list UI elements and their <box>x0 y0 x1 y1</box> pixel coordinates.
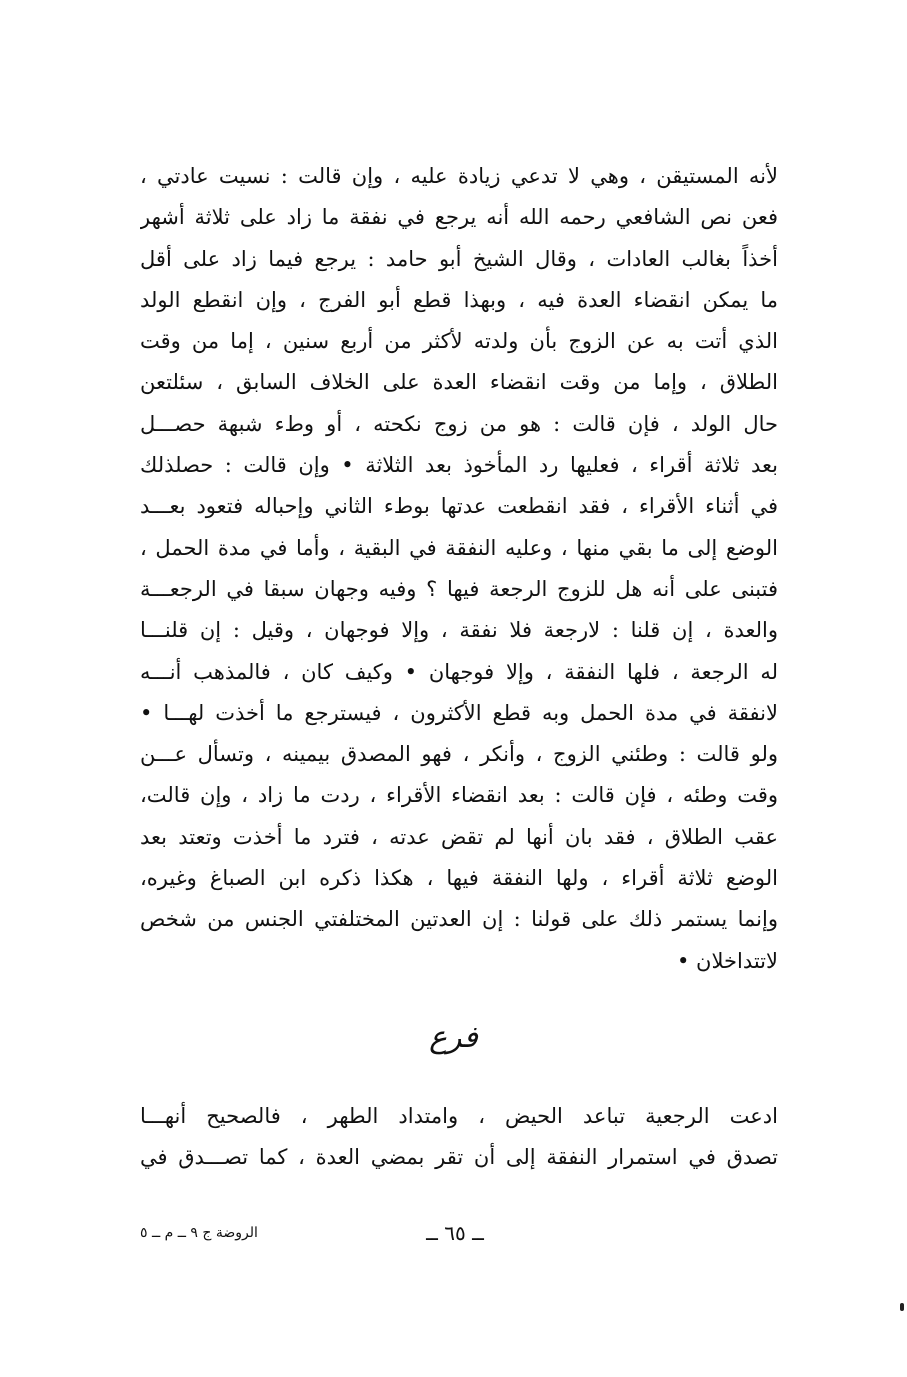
page-footer <box>0 1218 907 1248</box>
text-line: وإنما يستمر ذلك على قولنا : إن العدتين المختلفتي الجنس من شخص <box>140 907 778 932</box>
text-line: الوضع ثلاثة أقراء ، ولها النفقة فيها ، هكذا ذكره ابن الصباغ وغيره، <box>140 866 778 891</box>
text-line: في أثناء الأقراء ، فقد انقطعت عدتها بوطء الثاني وإحباله فتعود بعـــد <box>140 494 778 519</box>
text-line: حال الولد ، فإن قالت : هو من زوج نكحته ، أو وطء شبهة حصـــل <box>140 411 778 436</box>
text-line: ولو قالت : وطئني الزوج ، وأنكر ، فهو المصدق بيمينه ، وتسأل عـــن <box>140 742 778 767</box>
page-number: ــ ٦٥ ــ <box>426 1221 484 1245</box>
text-line: الذي أتت به عن الزوج بأن ولدته لأكثر من أربع سنين ، إما من وقت <box>140 329 778 354</box>
text-line: له الرجعة ، فلها النفقة ، وإلا فوجهان • وكيف كان ، فالمذهب أنـــه <box>140 659 778 684</box>
text-line: لاتتداخلان • <box>676 948 778 973</box>
secondary-paragraph <box>140 1096 778 1179</box>
text-line: تصدق في استمرار النفقة إلى أن تقر بمضي العدة ، كما تصـــدق في <box>140 1145 778 1170</box>
text-line: والعدة ، إن قلنا : لارجعة فلا نفقة ، وإلا فوجهان ، وقيل : إن قلنـــا <box>140 618 778 643</box>
text-line: فعن نص الشافعي رحمه الله أنه يرجع في نفقة ما زاد على ثلاثة أشهر <box>140 205 778 230</box>
volume-signature: الروضة ج ٩ ــ م ــ ٥ <box>140 1225 258 1241</box>
text-line: لانفقة في مدة الحمل وبه قطع الأكثرون ، فيسترجع ما أخذت لهـــا • <box>140 700 778 725</box>
text-line: ما يمكن انقضاء العدة فيه ، وبهذا قطع أبو الفرج ، وإن انقطع الولد <box>140 287 778 312</box>
text-line: أخذاً بغالب العادات ، وقال الشيخ أبو حامد : يرجع فيما زاد على أقل <box>140 246 778 271</box>
scan-edge-mark <box>900 1303 904 1311</box>
text-line: الطلاق ، وإما من وقت انقضاء العدة على الخلاف السابق ، سئلتعن <box>140 370 778 395</box>
text-line: بعد ثلاثة أقراء ، فعليها رد المأخوذ بعد الثلاثة • وإن قالت : حصلذلك <box>140 453 778 478</box>
text-line: لأنه المستيقن ، وهي لا تدعي زيادة عليه ، وإن قالت : نسيت عادتي ، <box>140 164 778 188</box>
main-paragraph <box>140 156 778 982</box>
text-line: وقت وطئه ، فإن قالت : بعد انقضاء الأقراء ، ردت ما زاد ، وإن قالت، <box>140 783 778 808</box>
section-heading: فرع <box>429 1020 478 1055</box>
text-line: ادعت الرجعية تباعد الحيض ، وامتداد الطهر ، فالصحيح أنهـــا <box>140 1104 778 1128</box>
text-line: عقب الطلاق ، فقد بان أنها لم تقض عدته ، فترد ما أخذت وتعتد بعد <box>140 824 778 849</box>
text-line: الوضع إلى ما بقي منها ، وعليه النفقة في البقية ، وأما في مدة الحمل ، <box>140 535 778 560</box>
text-line: فتبنى على أنه هل للزوج الرجعة فيها ؟ وفيه وجهان سبقا في الرجعـــة <box>140 576 778 601</box>
